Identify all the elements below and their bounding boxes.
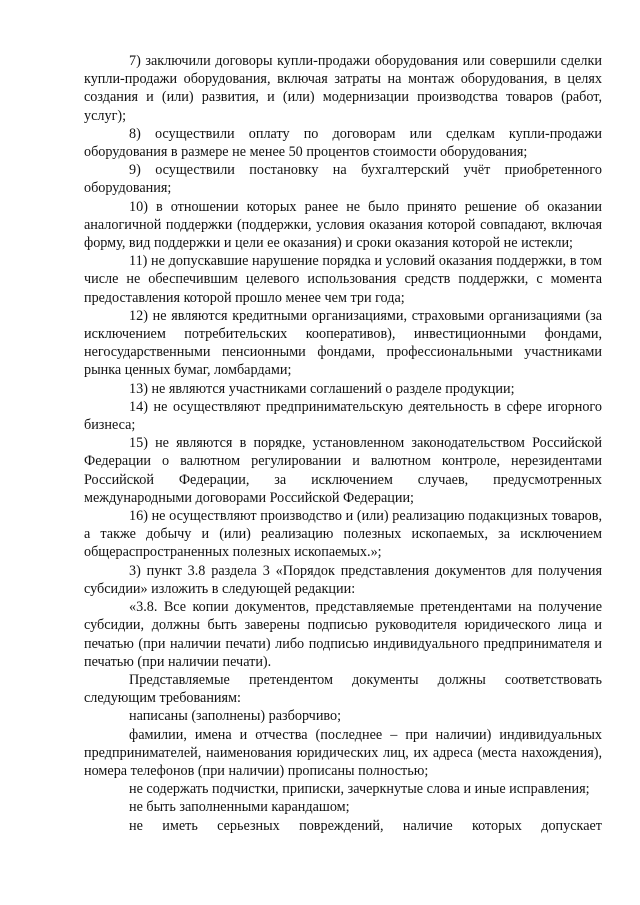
paragraph-item-11: 11) не допускавшие нарушение порядка и условий оказания поддержки, в том числе не обеспечившим целевого использования средств поддержки, с момента предоставления которой прошло менее чем три года; [84, 253, 602, 306]
paragraph-requirement-legible: написаны (заполнены) разборчиво; [129, 708, 342, 725]
paragraph-requirement-no-damage: не иметь серьезных повреждений, наличие которых допускает [129, 817, 602, 834]
paragraph-item-14: 14) не осуществляют предпринимательскую деятельность в сфере игорного бизнеса; [84, 398, 602, 434]
paragraph-item-10: 10) в отношении которых ранее не было принято решение об оказании аналогичной поддержки (поддержки, условия оказания которой совпадают, включая форму, вид поддержки и цели ее оказания) и сроки оказания которой не истекли; [84, 198, 602, 252]
paragraph-item-13: 13) не являются участниками соглашений о разделе продукции; [129, 380, 515, 397]
paragraph-item-7: 7) заключили договоры купли-продажи оборудования или совершили сделки купли-продажи оборудования, включая затраты на монтаж оборудования, в целях создания и (или) развития, и (или) модернизации производства товаров (работ, услуг); [84, 53, 602, 124]
paragraph-requirements-intro: Представляемые претендентом документы должны соответствовать следующим требованиям: [84, 671, 602, 707]
paragraph-item-16: 16) не осуществляют производство и (или) реализацию подакцизных товаров, а также добычу и (или) реализацию полезных ископаемых, за исключением общераспространенных полезных ископаемых.»; [84, 508, 602, 561]
paragraph-section-3-8: «3.8. Все копии документов, представляемые претендентами на получение субсидии, должны быть заверены подписью руководителя юридического лица и печатью (при наличии печати) либо подписью индивидуального предпринимателя и печатью (при наличии печати). [84, 599, 602, 670]
paragraph-requirement-full-names: фамилии, имена и отчества (последнее – при наличии) индивидуальных предпринимателей, наименования юридических лиц, их адреса (места нахождения), номера телефонов (при наличии) прописаны полностью; [84, 726, 602, 779]
paragraph-item-8: 8) осуществили оплату по договорам или сделкам купли-продажи оборудования в размере не менее 50 процентов стоимости оборудования; [84, 125, 602, 161]
paragraph-clause-3: 3) пункт 3.8 раздела 3 «Порядок представления документов для получения субсидии» изложить в следующей редакции: [84, 562, 602, 597]
paragraph-requirement-no-corrections: не содержать подчистки, приписки, зачеркнутые слова и иные исправления; [129, 781, 590, 798]
paragraph-item-9: 9) осуществили постановку на бухгалтерский учёт приобретенного оборудования; [84, 162, 602, 197]
paragraph-requirement-no-pencil: не быть заполненными карандашом; [129, 799, 350, 816]
paragraph-item-12: 12) не являются кредитными организациями, страховыми организациями (за исключением потребительских кооперативов), инвестиционными фондами, негосударственными пенсионными фондами, профессиональными участниками рынка ценных бумаг, ломбардами; [84, 307, 602, 379]
document-page [84, 52, 602, 835]
paragraph-item-15: 15) не являются в порядке, установленном законодательством Российской Федерации о валютном регулировании и валютном контроле, нерезидентами Российской Федерации, за исключением случаев, предусмотренных международными договорами Российской Федерации; [84, 435, 602, 506]
